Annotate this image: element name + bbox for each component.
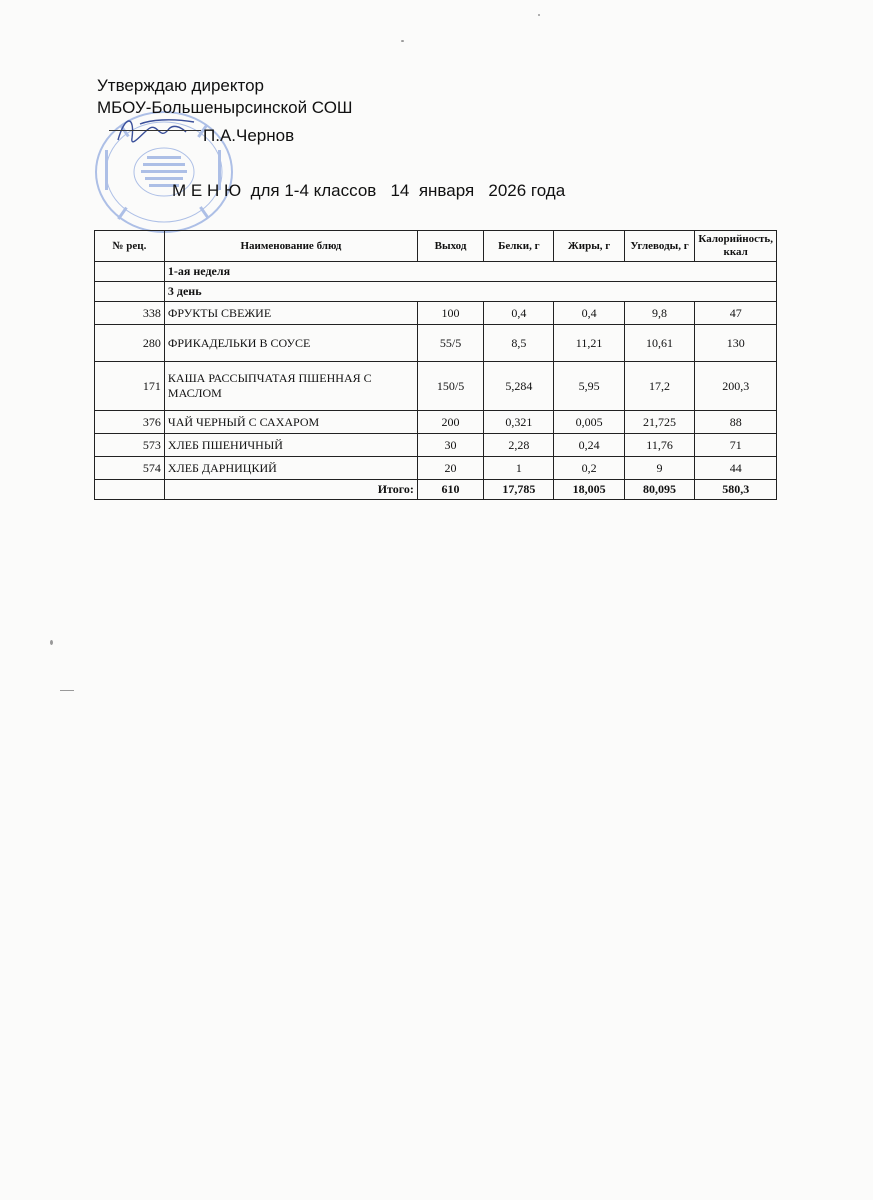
dish-name: ФРИКАДЕЛЬКИ В СОУСЕ [164,325,417,362]
dish-fat: 0,2 [554,457,624,480]
dish-fat: 0,005 [554,411,624,434]
dish-protein: 0,321 [484,411,554,434]
dish-carbs: 9 [624,457,695,480]
dish-kcal: 44 [695,457,777,480]
total-kcal: 580,3 [695,480,777,500]
header-fat: Жиры, г [554,231,624,262]
recipe-no: 376 [95,411,165,434]
dish-output: 200 [417,411,483,434]
dish-carbs: 11,76 [624,434,695,457]
total-protein: 17,785 [484,480,554,500]
approval-block [97,75,353,119]
total-output: 610 [417,480,483,500]
director-name: П.А.Чернов [203,126,295,145]
dish-fat: 0,24 [554,434,624,457]
dish-name: ФРУКТЫ СВЕЖИЕ [164,302,417,325]
dish-output: 100 [417,302,483,325]
dish-name: КАША РАССЫПЧАТАЯ ПШЕННАЯ С МАСЛОМ [164,362,417,411]
dish-name: ЧАЙ ЧЕРНЫЙ С САХАРОМ [164,411,417,434]
recipe-no: 573 [95,434,165,457]
total-carbs: 80,095 [624,480,695,500]
dish-carbs: 10,61 [624,325,695,362]
dish-output: 20 [417,457,483,480]
total-label: Итого: [164,480,417,500]
dish-fat: 0,4 [554,302,624,325]
dish-carbs: 21,725 [624,411,695,434]
recipe-no: 171 [95,362,165,411]
dish-kcal: 88 [695,411,777,434]
week-label: 1-ая неделя [164,262,776,282]
table-row [95,325,777,362]
recipe-no: 338 [95,302,165,325]
header-protein: Белки, г [484,231,554,262]
day-label: 3 день [164,282,776,302]
dish-output: 55/5 [417,325,483,362]
table-header-row [95,231,777,262]
recipe-no: 280 [95,325,165,362]
dish-kcal: 71 [695,434,777,457]
dish-name: ХЛЕБ ПШЕНИЧНЫЙ [164,434,417,457]
table-row [95,434,777,457]
dish-output: 30 [417,434,483,457]
dish-protein: 5,284 [484,362,554,411]
menu-table [94,230,777,500]
dish-carbs: 17,2 [624,362,695,411]
dish-name: ХЛЕБ ДАРНИЦКИЙ [164,457,417,480]
table-row [95,457,777,480]
approve-title: Утверждаю директор [97,76,265,95]
dish-fat: 11,21 [554,325,624,362]
header-kcal: Калорийность, ккал [695,231,777,262]
day-row [95,282,777,302]
total-row [95,480,777,500]
table-row [95,362,777,411]
table-row [95,411,777,434]
school-name: МБОУ-Большенырсинской СОШ [97,98,353,117]
dish-kcal: 200,3 [695,362,777,411]
dish-fat: 5,95 [554,362,624,411]
header-carbs: Углеводы, г [624,231,695,262]
dish-carbs: 9,8 [624,302,695,325]
total-fat: 18,005 [554,480,624,500]
menu-title: М Е Н Ю для 1-4 классов 14 января 2026 года [172,181,566,200]
recipe-no: 574 [95,457,165,480]
dish-output: 150/5 [417,362,483,411]
dish-kcal: 130 [695,325,777,362]
dish-protein: 1 [484,457,554,480]
header-no: № рец. [95,231,165,262]
header-name: Наименование блюд [164,231,417,262]
signature-line [109,130,201,131]
dish-protein: 2,28 [484,434,554,457]
week-row [95,262,777,282]
dish-protein: 8,5 [484,325,554,362]
header-output: Выход [417,231,483,262]
table-row [95,302,777,325]
dish-protein: 0,4 [484,302,554,325]
dish-kcal: 47 [695,302,777,325]
